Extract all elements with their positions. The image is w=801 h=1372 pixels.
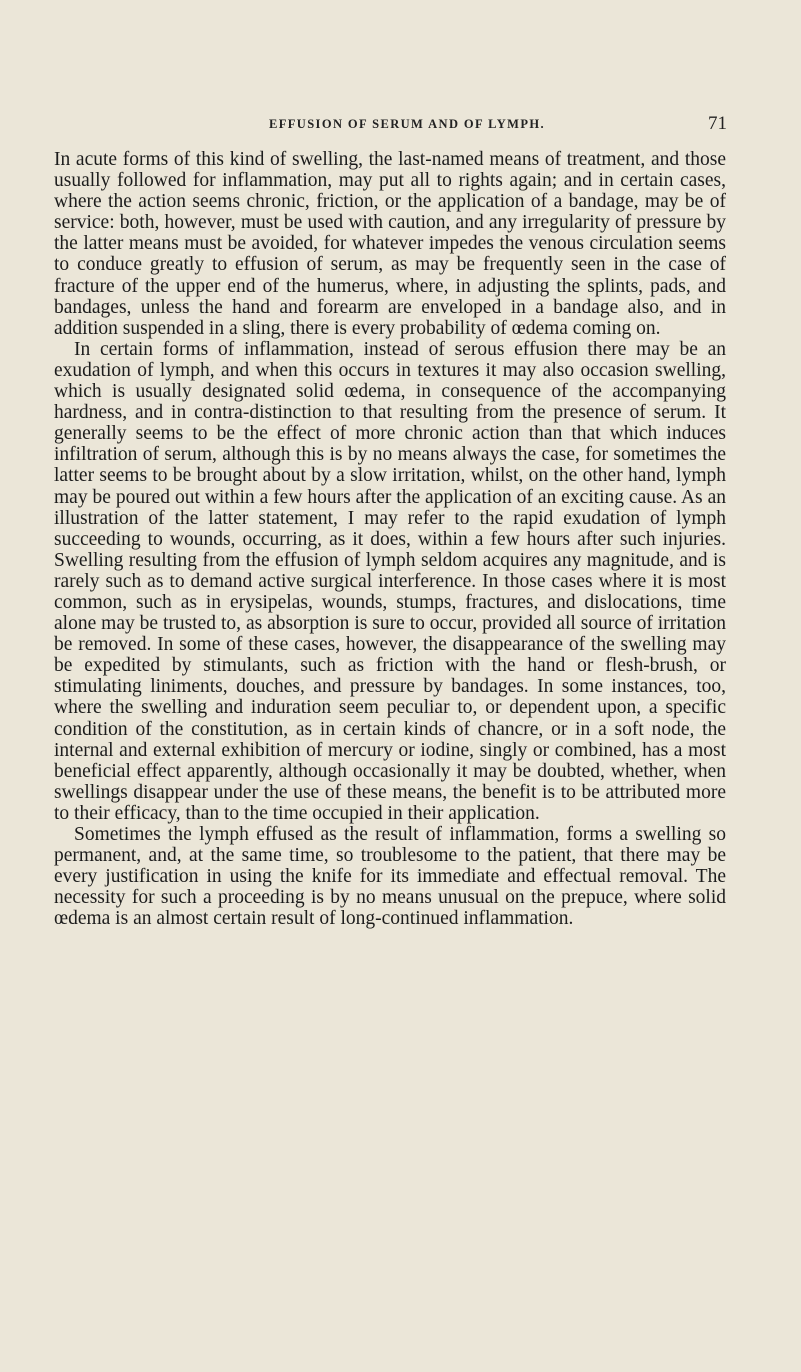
paragraph-3: Sometimes the lymph effused as the result of inflammation, forms a swelling so permanent, and, at the same time, so troublesome to the patient, that there may be every justification in using the knife for its immediate and effectual removal. The necessity for such a proceeding is by no means unusual on the prepuce, where solid œdema is an almost certain result of long-continued inflammation. xyxy=(54,824,726,930)
body-text xyxy=(54,149,726,929)
page-number: 71 xyxy=(708,113,727,134)
paragraph-2: In certain forms of inflammation, instead of serous effusion there may be an exudation of lymph, and when this occurs in textures it may also occasion swelling, which is usually designated solid œdema, in consequence of the accompanying hardness, and in contra-distinction to that resulting from the presence of serum. It generally seems to be the effect of more chronic action than that which induces infiltration of serum, although this is by no means always the case, for sometimes the latter seems to be brought about by a slow irritation, whilst, on the other hand, lymph may be poured out within a few hours after the application of an exciting cause. As an illustration of the latter statement, I may refer to the rapid exudation of lymph succeeding to wounds, occurring, as it does, within a few hours after such injuries. Swelling resulting from the effusion of lymph seldom acquires any magnitude, and is rarely such as to demand active surgical interference. In those cases where it is most common, such as in erysipelas, wounds, stumps, fractures, and dislocations, time alone may be trusted to, as absorption is sure to occur, provided all source of irritation be removed. In some of these cases, however, the disappearance of the swelling may be expedited by stimulants, such as friction with the hand or flesh-brush, or stimulating liniments, douches, and pressure by bandages. In some instances, too, where the swelling and induration seem peculiar to, or dependent upon, a specific condition of the constitution, as in certain kinds of chancre, or in a soft node, the internal and external exhibition of mercury or iodine, singly or combined, has a most beneficial effect apparently, although occasionally it may be doubted, whether, when swellings disappear under the use of these means, the benefit is to be attributed more to their efficacy, than to the time occupied in their application. xyxy=(54,338,726,824)
paragraph-1: In acute forms of this kind of swelling, the last-named means of treatment, and those usually followed for inflammation, may put all to rights again; and in certain cases, where the action seems chronic, friction, or the application of a bandage, may be of service: both, however, must be used with caution, and any irregularity of pressure by the latter means must be avoided, for whatever impedes the venous circulation seems to conduce greatly to effusion of serum, as may be frequently seen in the case of fracture of the upper end of the humerus, where, in adjusting the splints, pads, and bandages, unless the hand and forearm are enveloped in a bandage also, and in addition suspended in a sling, there is every probability of œdema coming on. xyxy=(54,149,726,339)
running-head: EFFUSION OF SERUM AND OF LYMPH. xyxy=(268,117,546,131)
page-header xyxy=(127,113,727,141)
